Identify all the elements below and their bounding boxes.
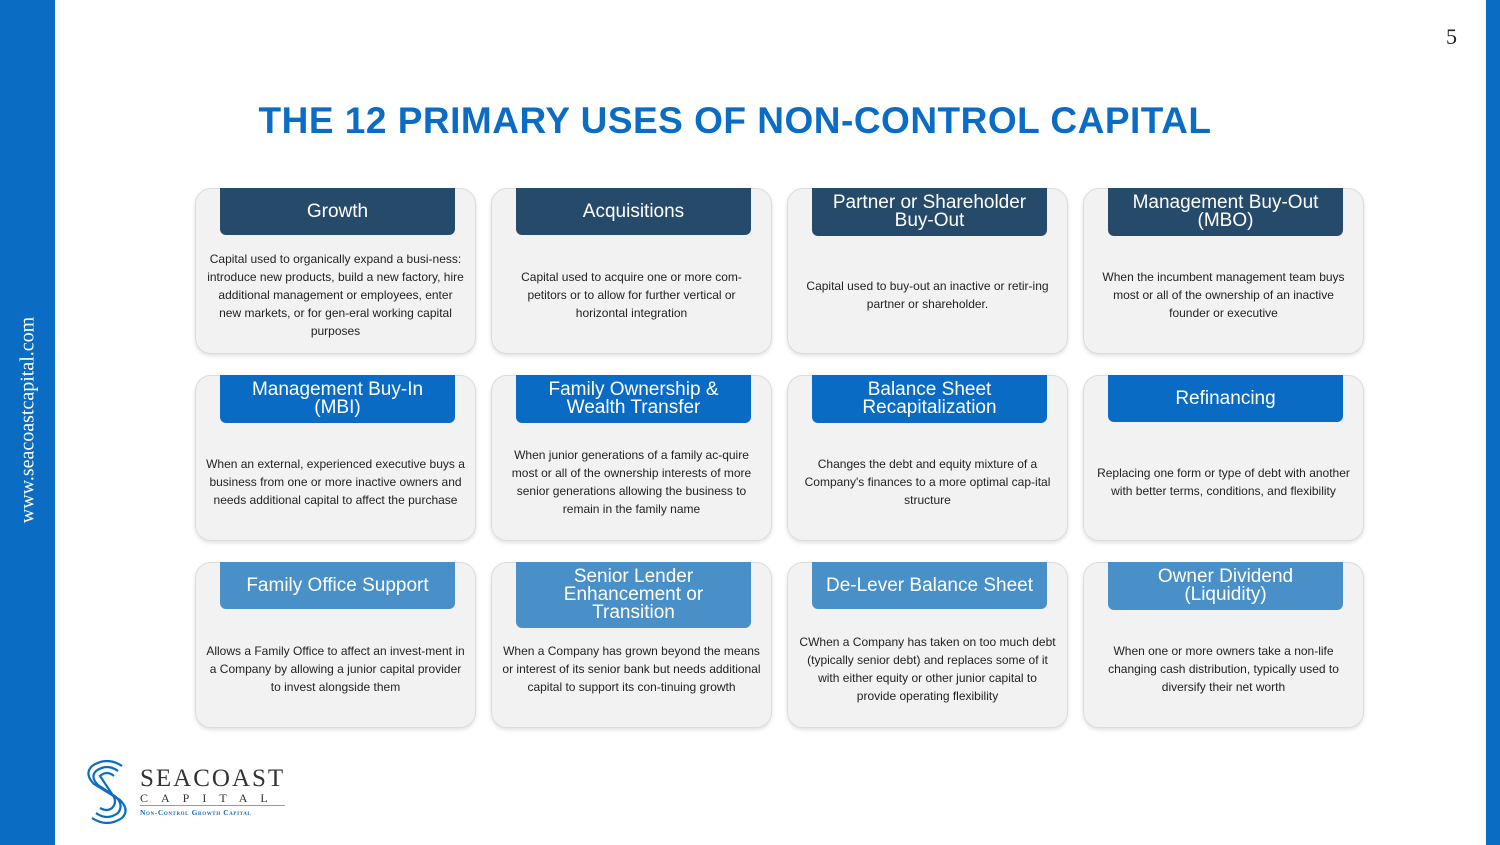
card-acquisitions — [491, 188, 772, 354]
right-edge-bar — [1486, 0, 1500, 845]
card-recapitalization — [787, 375, 1068, 541]
card-title: Management Buy-In (MBI) — [220, 375, 455, 423]
uses-grid — [195, 188, 1364, 728]
card-title: De-Lever Balance Sheet — [812, 562, 1047, 609]
card-text: Allows a Family Office to affect an invest-ment in a Company by allowing a junior capital provider to invest alongside them — [206, 644, 465, 694]
card-senior-lender — [491, 562, 772, 728]
logo-tagline: Non-Control Growth Capital — [140, 808, 252, 817]
card-text: When a Company has grown beyond the means or interest of its senior bank but needs additional capital to support its con-tinuing growth — [502, 644, 761, 694]
website-url: www.seacoastcapital.com — [16, 316, 39, 524]
card-title: Senior Lender Enhancement or Transition — [516, 562, 751, 628]
card-family-ownership — [491, 375, 772, 541]
card-text: When one or more owners take a non-life changing cash distribution, typically used to diversify their net worth — [1108, 644, 1339, 694]
card-growth — [195, 188, 476, 354]
card-owner-dividend — [1083, 562, 1364, 728]
card-delever — [787, 562, 1068, 728]
s-logo-icon — [82, 758, 132, 826]
logo-wordmark — [140, 767, 285, 817]
card-title: Partner or Shareholder Buy-Out — [812, 188, 1047, 236]
card-title: Management Buy-Out (MBO) — [1108, 188, 1343, 236]
card-title: Family Office Support — [220, 562, 455, 609]
card-title: Family Ownership & Wealth Transfer — [516, 375, 751, 423]
card-text: Capital used to acquire one or more com-petitors or to allow for further vertical or horizontal integration — [521, 270, 742, 320]
card-partner-buyout — [787, 188, 1068, 354]
card-text: Capital used to buy-out an inactive or retir-ing partner or shareholder. — [806, 279, 1049, 311]
card-title: Owner Dividend (Liquidity) — [1108, 562, 1343, 610]
card-refinancing — [1083, 375, 1364, 541]
card-text: Changes the debt and equity mixture of a Company's finances to a more optimal cap-ital structure — [804, 457, 1051, 507]
seacoast-logo — [82, 758, 285, 826]
card-text: Replacing one form or type of debt with another with better terms, conditions, and flexibility — [1097, 466, 1350, 498]
card-family-office — [195, 562, 476, 728]
card-title: Refinancing — [1108, 375, 1343, 422]
card-text: When junior generations of a family ac-quire most or all of the ownership interests of more senior generations allowing the business to remain in the family name — [511, 448, 752, 516]
page-number: 5 — [1446, 24, 1457, 49]
logo-name: SEACOAST — [140, 765, 286, 792]
card-text: When an external, experienced executive buys a business from one or more inactive owners and needs additional capital to affect the purchase — [206, 457, 465, 507]
card-title: Growth — [220, 188, 455, 235]
card-mbo — [1083, 188, 1364, 354]
page-title: THE 12 PRIMARY USES OF NON-CONTROL CAPITAL — [258, 100, 1212, 141]
card-title: Balance Sheet Recapitalization — [812, 375, 1047, 423]
logo-sub: CAPITAL — [140, 791, 285, 806]
card-text: Capital used to organically expand a busi-ness: introduce new products, build a new factory, hire additional management or employees, enter new markets, or for gen-eral working capital purposes — [207, 252, 464, 338]
card-text: CWhen a Company has taken on too much debt (typically senior debt) and replaces some of it with either equity or other junior capital to provide operating flexibility — [799, 635, 1056, 703]
card-title: Acquisitions — [516, 188, 751, 235]
card-mbi — [195, 375, 476, 541]
card-text: When the incumbent management team buys most or all of the ownership of an inactive founder or executive — [1102, 270, 1345, 320]
